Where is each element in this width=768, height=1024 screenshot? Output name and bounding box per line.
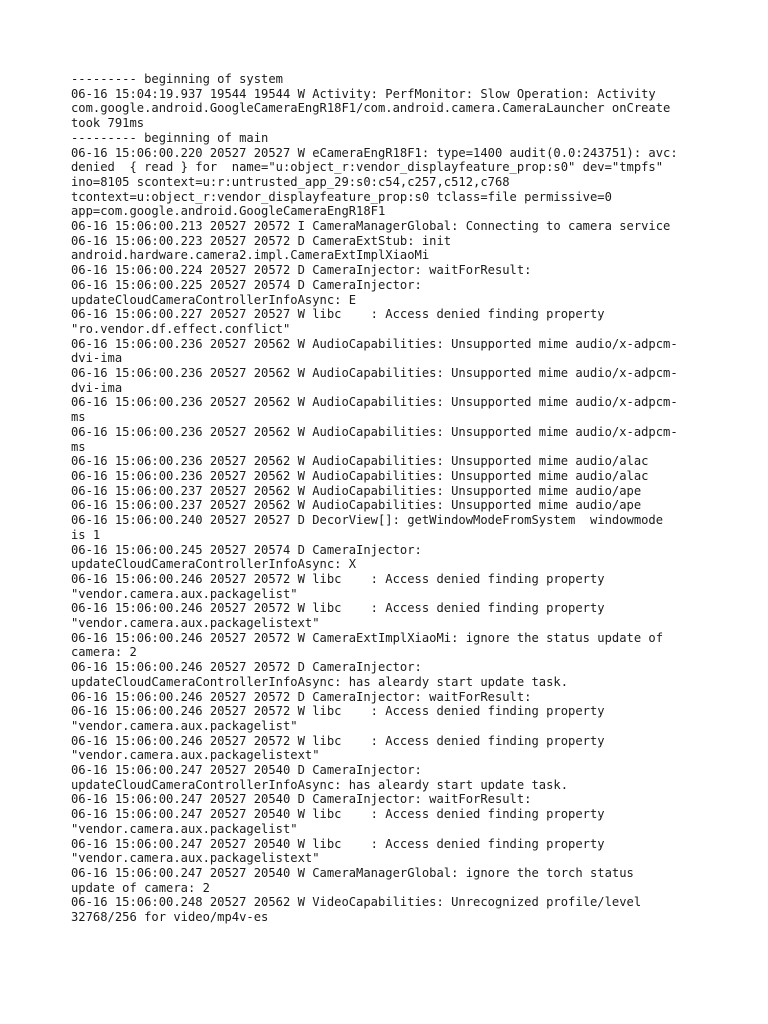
log-line: 06-16 15:06:00.246 20527 20572 D CameraInjector: xyxy=(71,660,422,675)
log-line: 06-16 15:06:00.240 20527 20527 D DecorView[]: getWindowModeFromSystem windowmode xyxy=(71,513,664,528)
log-line: ino=8105 scontext=u:r:untrusted_app_29:s0:c54,c257,c512,c768 xyxy=(71,174,510,189)
log-line: camera: 2 xyxy=(71,645,137,660)
log-line: 06-16 15:06:00.247 20527 20540 W libc : Access denied finding property xyxy=(71,807,605,822)
log-line: 06-16 15:06:00.236 20527 20562 W AudioCapabilities: Unsupported mime audio/alac xyxy=(71,454,649,469)
log-line: "vendor.camera.aux.packagelistext" xyxy=(71,616,320,631)
log-line: 06-16 15:06:00.245 20527 20574 D CameraInjector: xyxy=(71,542,422,557)
log-line: dvi-ima xyxy=(71,351,123,366)
log-line: 06-16 15:06:00.213 20527 20572 I CameraManagerGlobal: Connecting to camera service xyxy=(71,219,671,234)
log-line: android.hardware.camera2.impl.CameraExtImplXiaoMi xyxy=(71,248,430,263)
log-line: updateCloudCameraControllerInfoAsync: X xyxy=(71,557,357,572)
log-line: 06-16 15:06:00.236 20527 20562 W AudioCapabilities: Unsupported mime audio/x-adpcm- xyxy=(71,336,678,351)
log-line: 06-16 15:06:00.246 20527 20572 W libc : Access denied finding property xyxy=(71,704,605,719)
log-line: updateCloudCameraControllerInfoAsync: E xyxy=(71,292,357,307)
log-line: 06-16 15:06:00.236 20527 20562 W AudioCapabilities: Unsupported mime audio/alac xyxy=(71,468,649,483)
log-line: 06-16 15:06:00.224 20527 20572 D CameraInjector: waitForResult: xyxy=(71,263,532,278)
log-line: "vendor.camera.aux.packagelistext" xyxy=(71,851,320,866)
log-line: is 1 xyxy=(71,527,101,542)
log-line: com.google.android.GoogleCameraEngR18F1/com.android.camera.CameraLauncher onCreate xyxy=(71,101,671,116)
log-line: 06-16 15:06:00.246 20527 20572 W CameraExtImplXiaoMi: ignore the status update of xyxy=(71,630,664,645)
log-line: denied { read } for name="u:object_r:vendor_displayfeature_prop:s0" dev="tmpfs" xyxy=(71,160,664,175)
log-line: 06-16 15:06:00.223 20527 20572 D CameraExtStub: init xyxy=(71,233,452,248)
log-line: "ro.vendor.df.effect.conflict" xyxy=(71,321,291,336)
log-line: 06-16 15:06:00.246 20527 20572 W libc : Access denied finding property xyxy=(71,601,605,616)
log-line: --------- beginning of system xyxy=(71,72,283,86)
log-line: 06-16 15:06:00.247 20527 20540 W libc : Access denied finding property xyxy=(71,836,605,851)
log-line: dvi-ima xyxy=(71,380,123,395)
log-line: updateCloudCameraControllerInfoAsync: has aleardy start update task. xyxy=(71,777,569,792)
log-line: 06-16 15:06:00.246 20527 20572 D CameraInjector: waitForResult: xyxy=(71,689,532,704)
log-line: 06-16 15:06:00.236 20527 20562 W AudioCapabilities: Unsupported mime audio/x-adpcm- xyxy=(71,366,678,381)
log-line: 06-16 15:06:00.247 20527 20540 W CameraManagerGlobal: ignore the torch status xyxy=(71,865,634,880)
log-line: "vendor.camera.aux.packagelist" xyxy=(71,821,298,836)
log-line: ms xyxy=(71,439,86,454)
log-line: 06-16 15:06:00.246 20527 20572 W libc : Access denied finding property xyxy=(71,571,605,586)
log-line: 06-16 15:04:19.937 19544 19544 W Activity: PerfMonitor: Slow Operation: Activity xyxy=(71,86,656,101)
log-line: 06-16 15:06:00.247 20527 20540 D CameraInjector: xyxy=(71,763,422,778)
log-line: --------- beginning of main xyxy=(71,130,269,145)
log-line: 32768/256 for video/mp4v-es xyxy=(71,910,269,925)
log-line: 06-16 15:06:00.237 20527 20562 W AudioCapabilities: Unsupported mime audio/ape xyxy=(71,483,642,498)
log-line: 06-16 15:06:00.225 20527 20574 D CameraInjector: xyxy=(71,277,422,292)
log-line: "vendor.camera.aux.packagelistext" xyxy=(71,748,320,763)
log-line: "vendor.camera.aux.packagelist" xyxy=(71,718,298,733)
log-line: 06-16 15:06:00.246 20527 20572 W libc : Access denied finding property xyxy=(71,733,605,748)
log-text-block xyxy=(71,72,711,925)
log-line: "vendor.camera.aux.packagelist" xyxy=(71,586,298,601)
log-line: 06-16 15:06:00.247 20527 20540 D CameraInjector: waitForResult: xyxy=(71,792,532,807)
log-line: 06-16 15:06:00.220 20527 20527 W eCameraEngR18F1: type=1400 audit(0.0:243751): avc: xyxy=(71,145,678,160)
log-line: 06-16 15:06:00.237 20527 20562 W AudioCapabilities: Unsupported mime audio/ape xyxy=(71,498,642,513)
log-line: 06-16 15:06:00.227 20527 20527 W libc : Access denied finding property xyxy=(71,307,605,322)
log-line: app=com.google.android.GoogleCameraEngR18F1 xyxy=(71,204,386,219)
log-line: 06-16 15:06:00.248 20527 20562 W VideoCapabilities: Unrecognized profile/level xyxy=(71,895,642,910)
log-line: ms xyxy=(71,410,86,425)
log-line: took 791ms xyxy=(71,116,145,131)
log-line: 06-16 15:06:00.236 20527 20562 W AudioCapabilities: Unsupported mime audio/x-adpcm- xyxy=(71,395,678,410)
log-line: updateCloudCameraControllerInfoAsync: has aleardy start update task. xyxy=(71,674,569,689)
log-line: tcontext=u:object_r:vendor_displayfeature_prop:s0 tclass=file permissive=0 xyxy=(71,189,612,204)
log-line: 06-16 15:06:00.236 20527 20562 W AudioCapabilities: Unsupported mime audio/x-adpcm- xyxy=(71,424,678,439)
log-line: update of camera: 2 xyxy=(71,880,210,895)
